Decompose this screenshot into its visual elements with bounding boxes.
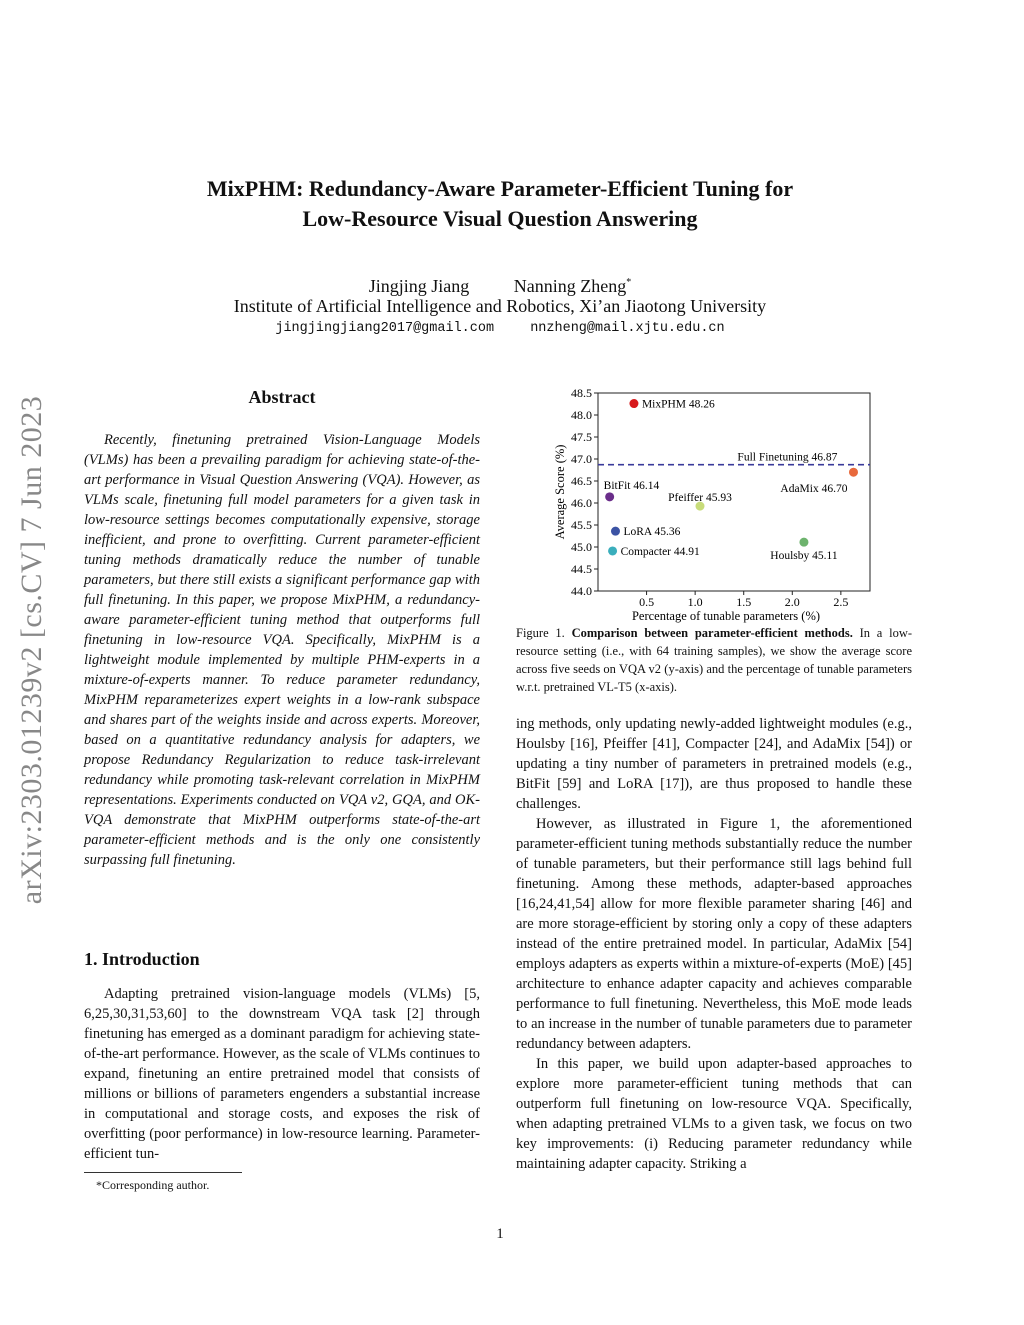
x-tick-label: 1.5: [736, 595, 752, 609]
y-tick-label: 45.0: [571, 540, 592, 554]
figure-1-chart: [548, 380, 918, 624]
email-list: [0, 321, 1000, 336]
point-label: BitFit 46.14: [603, 479, 660, 492]
intro-paragraph-1: Adapting pretrained vision-language models (VLMs) [5, 6,25,30,31,53,60] to the downstream VQA task [2] through finetuning has emerged as a dominant paradigm for achieving state-of-the-art performance. However, as the scale of VLMs continues to expand, finetuning an entire pretrained model that consists of millions or billions of parameters engenders a substantial increase in computational and storage costs, and exposes the risk of overfitting (poor performance) in low-resource learning. Parameter-efficient tun-: [84, 986, 480, 1162]
data-point: [611, 527, 620, 536]
data-point: [605, 492, 614, 501]
author-2-name: Nanning Zheng: [513, 276, 627, 296]
caption-label: Figure 1.: [516, 626, 565, 640]
y-tick-label: 45.5: [571, 518, 592, 532]
footnote-rule: [84, 1172, 242, 1173]
y-tick-label: 46.0: [571, 496, 592, 510]
arxiv-id: arXiv:2303.01239v2 [cs.CV] 7 Jun 2023: [15, 395, 48, 905]
caption-title: Comparison between parameter-efficient methods.: [571, 626, 853, 640]
figure-1-caption: [516, 624, 912, 696]
y-tick-label: 44.0: [571, 584, 592, 598]
intro-heading: 1. Introduction: [84, 949, 200, 969]
title-line-2: Low-Resource Visual Question Answering: [302, 206, 698, 231]
point-label: Houlsby 45.11: [770, 550, 838, 563]
affiliation: Institute of Artificial Intelligence and Robotics, Xi’an Jiaotong University: [233, 296, 767, 316]
x-axis-label: Percentage of tunable parameters (%): [631, 609, 821, 623]
abstract-body: [84, 430, 480, 870]
arxiv-sidebar: [8, 370, 56, 930]
point-label: AdaMix 46.70: [780, 483, 848, 496]
x-tick-label: 0.5: [639, 595, 655, 609]
full-finetuning-label: Full Finetuning 46.87: [737, 451, 838, 464]
right-paragraph-1: ing methods, only updating newly-added lightweight modules (e.g., Houlsby [16], Pfeiffer [41], Compacter [24], and AdaMix [54]) or updating a tiny number of parameters in pretrained models (e.g., BitFit [59] and LoRA [17]), are thus proposed to handle these challenges.: [516, 716, 912, 812]
corresponding-mark: *: [626, 277, 632, 288]
abstract-text: Recently, finetuning pretrained Vision-Language Models (VLMs) has been a prevailing paradigm for achieving state-of-the-art performance in Visual Question Answering (VQA). However, as VLMs scale, finetuning full model parameters for a given task in low-resource settings becomes computationally expensive, storage inefficient, and prone to overfitting. Current parameter-efficient tuning methods dramatically reduce the number of tunable parameters, but there still exists a significant performance gap with full finetuning. In this paper, we propose MixPHM, a redundancy-aware parameter-efficient tuning method that outperforms full finetuning in low-resource VQA. Specifically, MixPHM is a lightweight module implemented by multiple PHM-experts in a mixture-of-experts manner. To reduce parameter redundancy, MixPHM reparameterizes expert weights in a low-rank subspace and shares part of the weights inside and across experts. Moreover, based on a quantitative redundancy analysis for adapters, we propose Redundancy Regularization to reduce task-irrelevant redundancy while promoting task-relevant correlation in MixPHM representations. Experiments conducted on VQA v2, GQA, and OK-VQA demonstrate that MixPHM outperforms state-of-the-art parameter-efficient methods and is the only one consistently surpassing full finetuning.: [84, 432, 480, 868]
data-point: [629, 399, 638, 408]
intro-body: [84, 984, 480, 1164]
y-tick-label: 48.0: [571, 408, 592, 422]
x-tick-label: 2.0: [784, 595, 800, 609]
point-label: MixPHM 48.26: [641, 398, 715, 411]
right-paragraph-3: In this paper, we build upon adapter-based approaches to explore more parameter-efficient tuning methods that can outperform full finetuning on low-resource VQA. Specifically, when adapting pretrained VLMs to a given task, we focus on two key improvements: (i) Reducing parameter redundancy while maintaining adapter capacity. Striking a: [516, 1056, 912, 1172]
caption-text: In a low-resource setting (i.e., with 64 training samples), we show the average score across five seeds on VQA v2 (y-axis) and the percentage of tunable parameters w.r.t. pretrained VL-T5 (x-axis).: [516, 626, 913, 694]
footnote: *Corresponding author.: [96, 1178, 210, 1192]
author-1: Jingjing Jiang: [368, 276, 470, 296]
author-2: [514, 276, 631, 296]
point-label: LoRA 45.36: [623, 526, 681, 539]
email-1[interactable]: jingjingjiang2017@gmail.com: [275, 321, 495, 336]
author-list: [0, 272, 1000, 297]
y-tick-label: 47.5: [571, 430, 592, 444]
right-paragraph-2: However, as illustrated in Figure 1, the aforementioned parameter-efficient tuning methods substantially reduce the number of tunable parameters, but their performance still lags behind full finetuning. Among these methods, adapter-based approaches [16,24,41,54] allow for more flexible parameter sharing [46] and are more storage-efficient by storing only a copy of these adapters instead of the entire pretrained model. In particular, AdaMix [54] employs adapters as experts within a mixture-of-experts (MoE) [45] architecture to enhance adapter capacity and achieves comparable performance to full finetuning. Nevertheless, this MoE mode leads to an increase in the number of tunable parameters due to parameter redundancy between adapters.: [516, 816, 912, 1052]
right-column-body: [516, 714, 912, 1174]
data-point: [608, 546, 617, 555]
y-tick-label: 48.5: [571, 386, 592, 400]
y-tick-label: 44.5: [571, 562, 592, 576]
point-label: Pfeiffer 45.93: [668, 492, 732, 505]
x-tick-label: 1.0: [687, 595, 703, 609]
y-tick-label: 47.0: [571, 452, 592, 466]
page-number: 1: [496, 1226, 504, 1242]
data-point: [849, 468, 858, 477]
intro-section: [84, 949, 480, 969]
abstract-section: [84, 387, 480, 407]
y-axis-label: Average Score (%): [553, 444, 567, 540]
data-point: [799, 538, 808, 547]
email-2[interactable]: nnzheng@mail.xjtu.edu.cn: [530, 321, 725, 336]
point-label: Compacter 44.91: [620, 545, 700, 558]
x-tick-label: 2.5: [833, 595, 849, 609]
paper-title: [0, 174, 1000, 234]
title-line-1: MixPHM: Redundancy-Aware Parameter-Efficient Tuning for: [206, 176, 794, 201]
abstract-heading: Abstract: [248, 387, 316, 407]
scatter-plot: [548, 380, 918, 624]
y-tick-label: 46.5: [571, 474, 592, 488]
